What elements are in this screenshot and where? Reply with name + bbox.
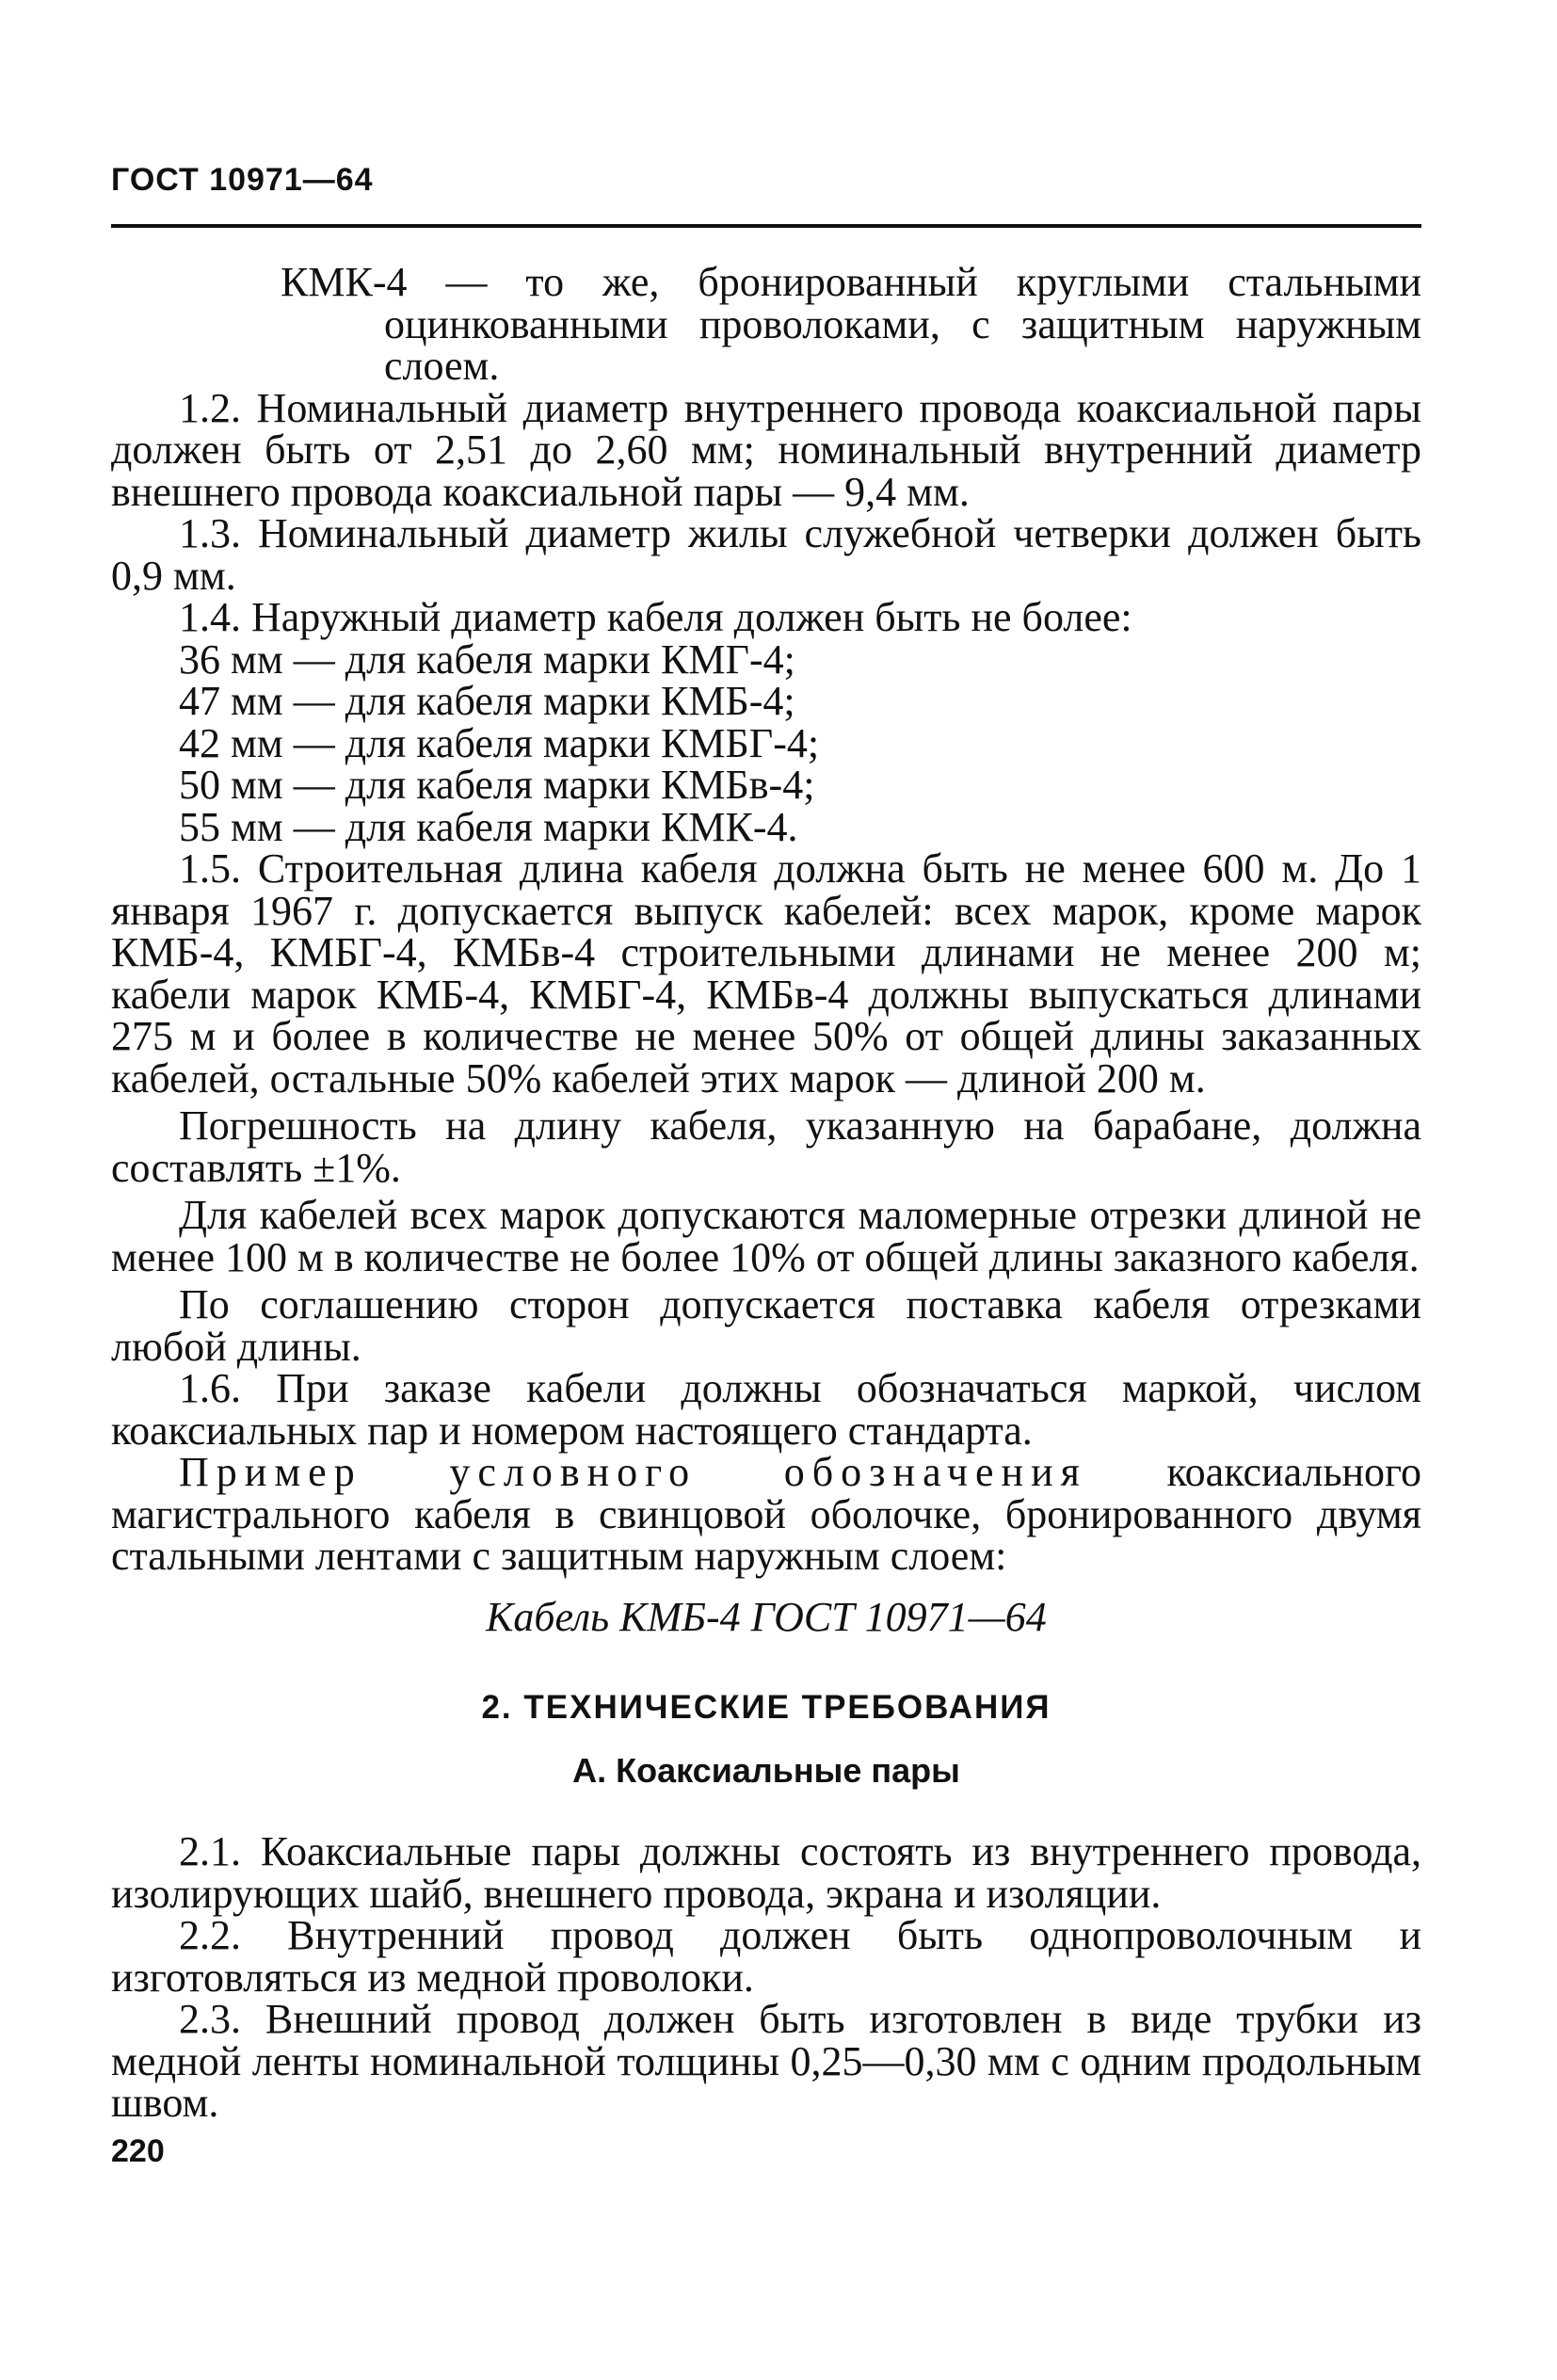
- list-item-kmb4: 47 мм — для кабеля марки КМБ-4;: [179, 678, 795, 724]
- paragraph-1-4: 1.4. Наружный диаметр кабеля должен быть не более:: [179, 594, 1132, 640]
- paragraph-2-2: 2.2. Внутренний провод должен быть однопроволочным и изготовляться из медной проволоки.: [111, 1912, 1421, 2001]
- page-number: 220: [111, 2133, 165, 2169]
- paragraph-2-1: 2.1. Коаксиальные пары должны состоять из внутреннего провода, изолирующих шайб, внешнего провода, экрана и изоляции.: [111, 1828, 1421, 1917]
- example-designation: Кабель КМБ-4 ГОСТ 10971—64: [486, 1593, 1047, 1640]
- example-text: коаксиального магистрального кабеля в свинцовой оболочке, бронированного двумя стальными лентами с защитным наружным слоем:: [111, 1449, 1422, 1579]
- section-title: 2. ТЕХНИЧЕСКИЕ ТРЕБОВАНИЯ: [481, 1689, 1051, 1726]
- list-item-kmk4: 55 мм — для кабеля марки КМК-4.: [179, 803, 798, 850]
- paragraph-tolerance: Погрешность на длину кабеля, указанную на барабане, должна составлять ±1%.: [111, 1102, 1421, 1191]
- example-lead: Пример условного обозначения: [179, 1449, 1087, 1495]
- header-rule: [111, 224, 1421, 228]
- document-header: ГОСТ 10971—64: [111, 162, 374, 198]
- subsection-title: А. Коаксиальные пары: [572, 1750, 960, 1790]
- list-item-kmg4: 36 мм — для кабеля марки КМГ-4;: [179, 635, 795, 683]
- paragraph-2-3: 2.3. Внешний провод должен быть изготовлен в виде трубки из медной ленты номинальной толщины 0,25—0,30 мм с одним продольным швом.: [111, 1996, 1421, 2126]
- paragraph-kmk4: КМК-4 — то же, бронированный круглыми стальными оцинкованными проволоками, с защитным наружным слоем.: [281, 259, 1421, 389]
- paragraph-1-5: 1.5. Строительная длина кабеля должна быть не менее 600 м. До 1 января 1967 г. допускается выпуск кабелей: всех марок, кроме марок КМБ-4, КМБГ-4, КМБв-4 строительными длинами не менее 200 м; кабели марок КМБ-4, КМБГ-4, КМБв-4 должны выпускаться длинами 275 м и более в количестве не менее 50% от общей длины заказанных кабелей, остальные 50% кабелей этих марок — длиной 200 м.: [111, 845, 1421, 1102]
- paragraph-agreement: По соглашению сторон допускается поставка кабеля отрезками любой длины.: [111, 1281, 1421, 1370]
- paragraph-example: [111, 1449, 1422, 1579]
- paragraph-short-lengths: Для кабелей всех марок допускаются маломерные отрезки длиной не менее 100 м в количестве не более 10% от общей длины заказного кабеля.: [111, 1192, 1421, 1280]
- paragraph-1-2: 1.2. Номинальный диаметр внутреннего провода коаксиальной пары должен быть от 2,51 до 2,60 мм; номинальный внутренний диаметр внешнего провода коаксиальной пары — 9,4 мм.: [111, 384, 1421, 515]
- list-item-kmbv4: 50 мм — для кабеля марки КМБв-4;: [179, 762, 815, 808]
- paragraph-1-3: 1.3. Номинальный диаметр жилы служебной четверки должен быть 0,9 мм.: [111, 510, 1421, 599]
- document-body: [111, 259, 1422, 2126]
- paragraph-1-6: 1.6. При заказе кабели должны обозначаться маркой, числом коаксиальных пар и номером настоящего стандарта.: [111, 1365, 1421, 1454]
- list-item-kmbg4: 42 мм — для кабеля марки КМБГ-4;: [179, 719, 820, 766]
